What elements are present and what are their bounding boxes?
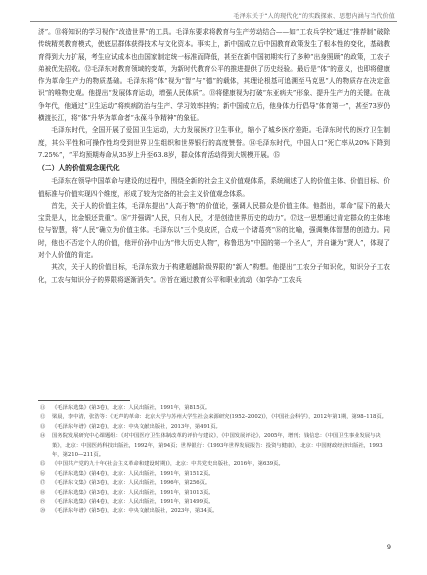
paragraph-2: 毛泽东时代，全国开展了爱国卫生运动，大力发展医疗卫生事业，缩小了城乡医疗差距。毛泽东时代的医疗卫生制度，其公平性和可操作性均受到世界卫生组织和世界银行的高度赞誉。⑭毛泽东时代，中国人口“死亡率从20%下降到7.25%”，“平均预期寿命从35岁上升至63.8岁，群众体育活动得到大规模开展。⑮	[38, 126, 390, 159]
running-header: 毛泽东关于“人的现代化”的实践探索、思想内涵与当代价值	[233, 13, 395, 20]
header-divider	[30, 21, 397, 22]
footnote-item: ⑲ 《毛泽东选集》(第4卷)，北京：人民出版社，1991年，第1499页。	[40, 499, 214, 506]
page-number: 9	[386, 543, 391, 551]
footnote-item: ⑫ 梁晨，李中清，张浩等：《无声的革命：北京大学与苏州大学生社会来源研究(1952–2002)》，《中国社会科学》，2012年第1期，第98–118页。	[40, 414, 387, 421]
footnote-item: ⑰ 《毛泽东文集》(第3卷)，北京：人民出版社，1996年，第256页。	[40, 480, 211, 487]
footnote-item: ⑳ 《毛泽东年谱》(第5卷)，北京：中央文献出版社，2023年，第34页。	[40, 508, 218, 515]
footnote-item: ⑪ 《毛泽东选集》(第3卷)，北京：人民出版社，1991年，第815页。	[40, 405, 211, 411]
footnote-item: ⑮ 《中国共产党的九十年(社会主义革命和建设时期)》，北京：中共党史出版社，2016年，第639页。	[40, 461, 284, 468]
paragraph-3: 毛泽东在领导中国革命与建设的过程中，围绕全新的社会主义价值观体系，系统阐述了人的价值主体、价值目标、价值标准与价值实现四个维度，形成了较为完备的社会主义价值观念体系。	[38, 177, 390, 198]
paragraph-4: 首先，关于人的价值主体，毛泽东提出“人高于物”的价值论，强调人民群众是价值主体。他指出，革命“屋下的最大宝贵是人，比金银还贵重”。⑯“并强调“人民，只有人民，才是创造世界历史的动力”。⑰这一思想通过肯定群众的主体地位与智慧，将“人民”确立为价值主体。毛泽东以“三个臭皮匠，合成一个诸葛亮”⑱的比喻，强调集体智慧的创造力。同时，他也不否定个人的价值，他评价孙中山为“伟大历史人物”，称鲁迅为“中国的第一个圣人”，并自谦为“贤人”，体现了对个人价值的肯定。	[38, 201, 390, 260]
paragraph-1: 济”。⑪将知识的学习视作“改造世界”的工具。毛泽东要求将教育与生产劳动结合——如“工农兵学校”通过“推荐制”破除传统精英教育模式，使底层群体获得技术与文化资本。事实上，新中国成立后中国教育政策发生了根本性的变化，基础教育得到大力扩展，考生应试成本也由国家制定统一标准而降低，甚至在新中国初期实行了多种“出身照顾”的政策，工农子弟被优先招收。⑫毛泽东对教育领域的变革，为新时代教育公平的推进提供了历史经验。最后是“体”的意义，也即将健康作为革命生产力的物质基础。毛泽东将“体”视为“智”与“德”的载体，其理论根基可追溯至马克思“人的物质存在决定意识”的唯物史观。他提出“发展体育运动，增强人民体质”。⑬将健康视为打破“东亚病夫”形象、提升生产力的关键。在战争年代，他通过“卫生运动”将疾病防治与生产、学习效率挂钩；新中国成立后，他身体力行倡导“体育第一”，甚至73岁仍横渡长江，将“体”升华为革命者“永葆斗争精神”的象征。	[38, 28, 390, 123]
paragraph-5: 其次，关于人的价值目标，毛泽东致力于构建超越阶级界限的“新人”构想。他提出“工农分子知识化，知识分子工农化，工农与知识分子的界限将逐渐消失”。⑲旨在通过教育公平和职业流动（如学办“工农兵	[38, 263, 390, 284]
footnotes	[38, 404, 390, 517]
footnote-item: ⑯ 《毛泽东选集》(第4卷)，北京：人民出版社，1991年，第1512页。	[40, 470, 214, 477]
footnote-item: ⑬ 《毛泽东年谱》(第2卷)，北京：中央文献出版社，2013年，第491页。	[40, 423, 221, 430]
section-heading: （二）人的价值观念现代化	[38, 164, 120, 173]
footnote-divider	[38, 400, 130, 401]
footnote-item: ⑭ 国务院发展研究中心课题组：《对中国医疗卫生体制改革的评价与建议》，《中国发展评论》，2005年，增刊；钱信忠：《中国卫生事业发展与决策》，北京：中国医药科技出版社，1992年，第94页；世界银行：《1993年世界发展报告：投资与健康》，北京：中国财政经济出版社，1993年，第210—211页。	[40, 433, 383, 459]
body-text	[38, 26, 390, 286]
footnote-item: ⑱ 《毛泽东选集》(第3卷)，北京：人民出版社，1991年，第1013页。	[40, 489, 214, 496]
